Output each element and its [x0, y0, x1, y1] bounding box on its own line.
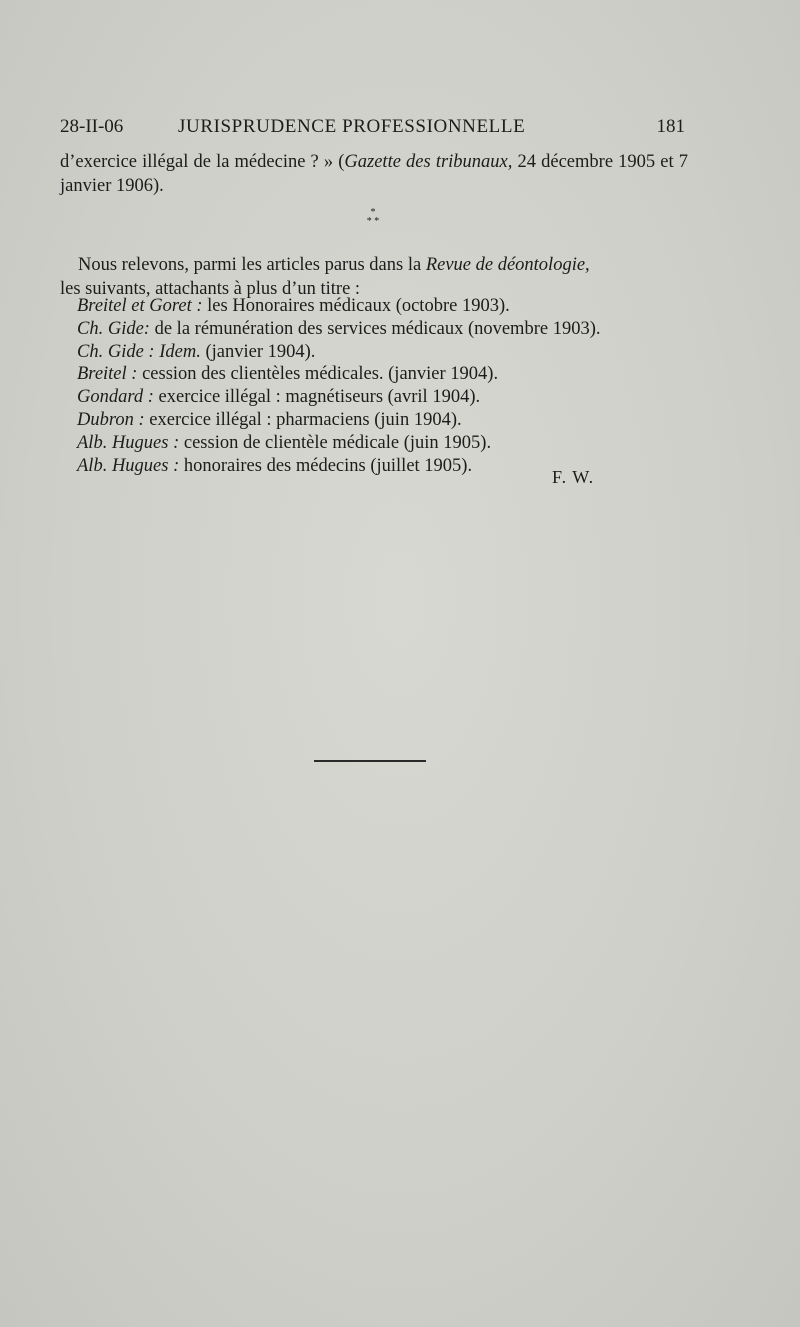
- header-date: 28-II-06: [60, 116, 124, 137]
- article-author: Alb. Hugues :: [77, 455, 180, 476]
- running-header: [60, 116, 685, 142]
- article-list: [77, 295, 717, 477]
- article-title: les Honoraires médicaux (octobre 1903).: [202, 296, 510, 316]
- source-title: Gazette des tribunaux,: [344, 152, 513, 172]
- intro-line-1: [60, 253, 688, 277]
- paragraph-citation: [60, 150, 688, 198]
- article-title: (janvier 1904).: [200, 341, 316, 362]
- article-author: Dubron :: [77, 409, 145, 430]
- article-author: Breitel :: [77, 364, 138, 385]
- intro-line-2: les suivants, attachants à plus d’un titre :: [60, 279, 361, 299]
- asterism-separator: [358, 208, 388, 230]
- asterism-bottom: * *: [366, 216, 380, 227]
- article-title: cession de clientèle médicale (juin 1905).: [179, 432, 492, 453]
- article-title: de la rémunération des services médicaux (novembre 1903).: [149, 318, 601, 339]
- article-title: honoraires des médecins (juillet 1905).: [179, 455, 473, 476]
- section-divider: [314, 760, 426, 762]
- list-item: [77, 455, 717, 478]
- asterism-top: *: [370, 207, 376, 218]
- list-item: [77, 341, 717, 364]
- paragraph-intro: [60, 253, 688, 301]
- page-number: 181: [656, 116, 685, 137]
- article-author: Ch. Gide:: [77, 318, 150, 339]
- list-item: [77, 386, 717, 409]
- paragraph-text-end: 24 décembre 1905 et 7 janvier 1906).: [60, 152, 688, 196]
- article-title: exercice illégal : magnétiseurs (avril 1904).: [153, 387, 481, 408]
- article-title: cession des clientèles médicales. (janvier 1904).: [137, 364, 499, 385]
- list-item: [77, 318, 717, 341]
- paragraph-text-start: d’exercice illégal de la médecine ? » (: [60, 152, 345, 172]
- list-item: [77, 432, 717, 455]
- list-item: [77, 363, 717, 386]
- list-item: [77, 409, 717, 432]
- signature-initials: F. W.: [552, 467, 595, 487]
- journal-title: Revue de déontologie,: [425, 255, 590, 275]
- article-author: Gondard :: [77, 387, 154, 408]
- article-author: Breitel et Goret :: [77, 296, 203, 316]
- article-author: Ch. Gide : Idem.: [77, 341, 201, 362]
- article-title: exercice illégal : pharmaciens (juin 1904).: [144, 409, 462, 430]
- article-author: Alb. Hugues :: [77, 432, 180, 453]
- intro-text: Nous relevons, parmi les articles parus dans la: [78, 255, 426, 275]
- list-item: [77, 295, 717, 318]
- header-title: JURISPRUDENCE PROFESSIONNELLE: [178, 116, 526, 137]
